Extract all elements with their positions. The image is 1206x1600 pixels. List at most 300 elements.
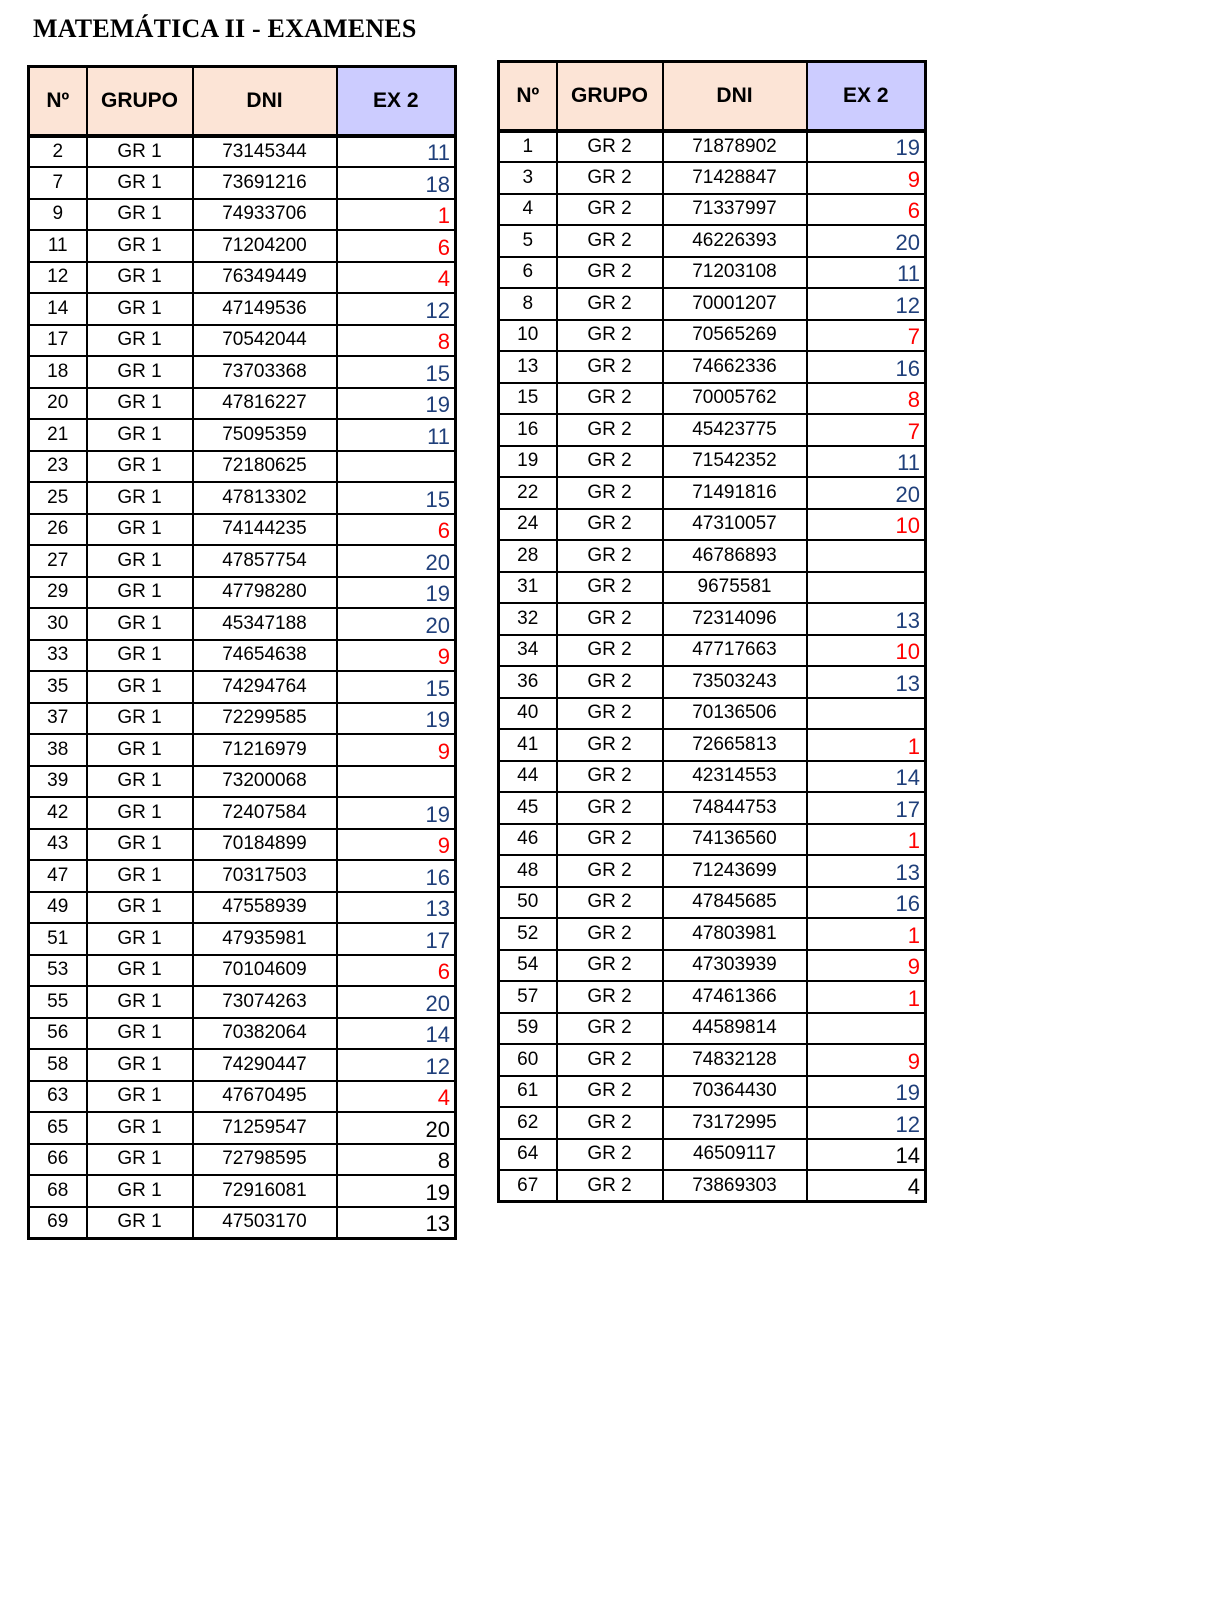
cell-ex2: 1 — [807, 918, 926, 950]
table-row — [499, 698, 926, 730]
cell-ex2 — [807, 540, 926, 572]
table-row — [499, 887, 926, 919]
cell-grupo: GR 1 — [87, 167, 193, 199]
cell-ex2 — [807, 698, 926, 730]
cell-dni: 70104609 — [193, 955, 337, 987]
cell-no: 37 — [29, 703, 87, 735]
cell-grupo: GR 1 — [87, 923, 193, 955]
table-row — [29, 388, 456, 420]
cell-dni: 71216979 — [193, 734, 337, 766]
cell-grupo: GR 2 — [557, 1076, 663, 1108]
cell-dni: 71243699 — [663, 855, 807, 887]
cell-ex2: 11 — [807, 257, 926, 289]
cell-no: 62 — [499, 1107, 557, 1139]
table-row — [29, 1112, 456, 1144]
cell-dni: 46509117 — [663, 1139, 807, 1171]
cell-grupo: GR 2 — [557, 414, 663, 446]
cell-grupo: GR 2 — [557, 824, 663, 856]
cell-grupo: GR 2 — [557, 351, 663, 383]
cell-ex2: 4 — [807, 1170, 926, 1202]
cell-ex2: 6 — [807, 194, 926, 226]
cell-grupo: GR 1 — [87, 325, 193, 357]
table-row — [29, 356, 456, 388]
cell-no: 19 — [499, 446, 557, 478]
cell-grupo: GR 1 — [87, 1112, 193, 1144]
cell-ex2: 19 — [337, 797, 456, 829]
table-row — [499, 320, 926, 352]
cell-dni: 47558939 — [193, 892, 337, 924]
cell-grupo: GR 2 — [557, 1013, 663, 1045]
cell-grupo: GR 2 — [557, 698, 663, 730]
cell-no: 14 — [29, 293, 87, 325]
header-ex2: EX 2 — [807, 62, 926, 131]
cell-grupo: GR 1 — [87, 1144, 193, 1176]
cell-grupo: GR 2 — [557, 666, 663, 698]
table-row — [499, 477, 926, 509]
table-row — [499, 918, 926, 950]
cell-grupo: GR 2 — [557, 320, 663, 352]
cell-ex2: 9 — [337, 640, 456, 672]
cell-no: 56 — [29, 1018, 87, 1050]
cell-no: 59 — [499, 1013, 557, 1045]
cell-no: 38 — [29, 734, 87, 766]
cell-dni: 44589814 — [663, 1013, 807, 1045]
cell-ex2: 19 — [337, 388, 456, 420]
cell-dni: 9675581 — [663, 572, 807, 604]
cell-grupo: GR 1 — [87, 671, 193, 703]
header-dni: DNI — [663, 62, 807, 131]
cell-no: 31 — [499, 572, 557, 604]
cell-dni: 74844753 — [663, 792, 807, 824]
cell-grupo: GR 2 — [557, 792, 663, 824]
header-no: Nº — [29, 67, 87, 136]
cell-grupo: GR 1 — [87, 388, 193, 420]
cell-dni: 47310057 — [663, 509, 807, 541]
cell-no: 68 — [29, 1175, 87, 1207]
cell-no: 58 — [29, 1049, 87, 1081]
cell-grupo: GR 2 — [557, 572, 663, 604]
table-row — [29, 986, 456, 1018]
cell-dni: 70382064 — [193, 1018, 337, 1050]
cell-no: 48 — [499, 855, 557, 887]
cell-grupo: GR 2 — [557, 477, 663, 509]
cell-grupo: GR 2 — [557, 257, 663, 289]
cell-grupo: GR 1 — [87, 829, 193, 861]
cell-grupo: GR 1 — [87, 1049, 193, 1081]
table-row — [29, 419, 456, 451]
cell-dni: 74290447 — [193, 1049, 337, 1081]
table-row — [29, 766, 456, 798]
cell-ex2: 12 — [337, 1049, 456, 1081]
cell-ex2: 9 — [807, 1044, 926, 1076]
table-row — [499, 414, 926, 446]
cell-dni: 73703368 — [193, 356, 337, 388]
header-no: Nº — [499, 62, 557, 131]
table-row — [499, 540, 926, 572]
header-ex2: EX 2 — [337, 67, 456, 136]
cell-ex2: 19 — [337, 577, 456, 609]
cell-no: 64 — [499, 1139, 557, 1171]
cell-dni: 71259547 — [193, 1112, 337, 1144]
cell-no: 26 — [29, 514, 87, 546]
cell-ex2: 11 — [337, 136, 456, 168]
table-row — [29, 199, 456, 231]
cell-dni: 72665813 — [663, 729, 807, 761]
table-row — [499, 824, 926, 856]
table-row — [499, 1139, 926, 1171]
cell-grupo: GR 2 — [557, 918, 663, 950]
table-row — [499, 257, 926, 289]
cell-ex2: 19 — [337, 703, 456, 735]
cell-dni: 70001207 — [663, 288, 807, 320]
table-row — [29, 1018, 456, 1050]
table-row — [29, 514, 456, 546]
cell-grupo: GR 1 — [87, 577, 193, 609]
cell-ex2: 16 — [807, 887, 926, 919]
cell-ex2: 15 — [337, 482, 456, 514]
cell-dni: 70542044 — [193, 325, 337, 357]
cell-no: 50 — [499, 887, 557, 919]
cell-dni: 72798595 — [193, 1144, 337, 1176]
cell-dni: 47717663 — [663, 635, 807, 667]
cell-dni: 47816227 — [193, 388, 337, 420]
table-row — [29, 545, 456, 577]
table-row — [29, 1144, 456, 1176]
cell-grupo: GR 2 — [557, 855, 663, 887]
cell-ex2: 1 — [807, 729, 926, 761]
cell-dni: 47935981 — [193, 923, 337, 955]
cell-ex2 — [807, 1013, 926, 1045]
cell-no: 45 — [499, 792, 557, 824]
cell-dni: 76349449 — [193, 262, 337, 294]
table-row — [499, 603, 926, 635]
cell-no: 27 — [29, 545, 87, 577]
cell-grupo: GR 2 — [557, 950, 663, 982]
cell-dni: 73503243 — [663, 666, 807, 698]
cell-dni: 74294764 — [193, 671, 337, 703]
cell-no: 65 — [29, 1112, 87, 1144]
cell-ex2 — [807, 572, 926, 604]
cell-no: 34 — [499, 635, 557, 667]
header-row — [29, 67, 456, 136]
table-row — [29, 892, 456, 924]
cell-dni: 45423775 — [663, 414, 807, 446]
cell-ex2: 20 — [337, 608, 456, 640]
table-row — [499, 981, 926, 1013]
table-row — [499, 288, 926, 320]
table-row — [499, 383, 926, 415]
cell-dni: 72299585 — [193, 703, 337, 735]
cell-grupo: GR 1 — [87, 734, 193, 766]
cell-no: 55 — [29, 986, 87, 1018]
cell-dni: 70565269 — [663, 320, 807, 352]
cell-grupo: GR 2 — [557, 194, 663, 226]
cell-grupo: GR 2 — [557, 540, 663, 572]
table-row — [499, 666, 926, 698]
cell-ex2: 9 — [807, 950, 926, 982]
cell-dni: 70136506 — [663, 698, 807, 730]
header-grupo: GRUPO — [87, 67, 193, 136]
cell-ex2: 12 — [807, 1107, 926, 1139]
cell-ex2 — [337, 766, 456, 798]
cell-no: 6 — [499, 257, 557, 289]
table-row — [499, 572, 926, 604]
cell-dni: 73145344 — [193, 136, 337, 168]
cell-grupo: GR 1 — [87, 860, 193, 892]
cell-grupo: GR 2 — [557, 603, 663, 635]
cell-ex2 — [337, 451, 456, 483]
cell-no: 2 — [29, 136, 87, 168]
cell-ex2: 11 — [807, 446, 926, 478]
cell-no: 49 — [29, 892, 87, 924]
cell-dni: 75095359 — [193, 419, 337, 451]
cell-no: 23 — [29, 451, 87, 483]
cell-grupo: GR 2 — [557, 635, 663, 667]
cell-no: 8 — [499, 288, 557, 320]
table-row — [499, 1107, 926, 1139]
cell-dni: 46786893 — [663, 540, 807, 572]
cell-grupo: GR 1 — [87, 136, 193, 168]
cell-dni: 70364430 — [663, 1076, 807, 1108]
cell-ex2: 11 — [337, 419, 456, 451]
cell-no: 21 — [29, 419, 87, 451]
table-row — [499, 855, 926, 887]
cell-no: 41 — [499, 729, 557, 761]
cell-ex2: 20 — [337, 1112, 456, 1144]
grades-table-gr2 — [497, 60, 927, 1203]
cell-grupo: GR 1 — [87, 514, 193, 546]
cell-dni: 73691216 — [193, 167, 337, 199]
table-row — [29, 1081, 456, 1113]
cell-dni: 71491816 — [663, 477, 807, 509]
cell-grupo: GR 1 — [87, 892, 193, 924]
table-row — [29, 136, 456, 168]
table-row — [499, 792, 926, 824]
cell-no: 57 — [499, 981, 557, 1013]
table-row — [499, 729, 926, 761]
cell-grupo: GR 2 — [557, 509, 663, 541]
cell-ex2: 19 — [807, 131, 926, 163]
cell-no: 67 — [499, 1170, 557, 1202]
cell-grupo: GR 2 — [557, 383, 663, 415]
cell-dni: 72916081 — [193, 1175, 337, 1207]
table-row — [499, 1076, 926, 1108]
cell-grupo: GR 1 — [87, 230, 193, 262]
cell-ex2: 14 — [807, 761, 926, 793]
cell-dni: 47845685 — [663, 887, 807, 919]
cell-dni: 72407584 — [193, 797, 337, 829]
cell-no: 30 — [29, 608, 87, 640]
cell-grupo: GR 2 — [557, 1139, 663, 1171]
cell-grupo: GR 2 — [557, 981, 663, 1013]
cell-dni: 74832128 — [663, 1044, 807, 1076]
table-row — [29, 293, 456, 325]
cell-no: 12 — [29, 262, 87, 294]
cell-grupo: GR 1 — [87, 703, 193, 735]
cell-ex2: 10 — [807, 509, 926, 541]
cell-ex2: 13 — [337, 892, 456, 924]
table-row — [499, 351, 926, 383]
cell-dni: 45347188 — [193, 608, 337, 640]
table-row — [29, 451, 456, 483]
cell-grupo: GR 1 — [87, 545, 193, 577]
cell-ex2: 8 — [807, 383, 926, 415]
cell-grupo: GR 1 — [87, 797, 193, 829]
cell-grupo: GR 1 — [87, 262, 193, 294]
cell-dni: 47670495 — [193, 1081, 337, 1113]
cell-grupo: GR 1 — [87, 419, 193, 451]
table-row — [29, 923, 456, 955]
cell-dni: 73172995 — [663, 1107, 807, 1139]
cell-grupo: GR 2 — [557, 761, 663, 793]
cell-dni: 70184899 — [193, 829, 337, 861]
cell-ex2: 12 — [807, 288, 926, 320]
cell-grupo: GR 1 — [87, 1081, 193, 1113]
cell-no: 4 — [499, 194, 557, 226]
table-row — [29, 608, 456, 640]
table-row — [29, 703, 456, 735]
cell-ex2: 15 — [337, 671, 456, 703]
table-row — [29, 1175, 456, 1207]
table-row — [29, 482, 456, 514]
table-row — [499, 446, 926, 478]
cell-no: 25 — [29, 482, 87, 514]
cell-ex2: 17 — [337, 923, 456, 955]
cell-grupo: GR 2 — [557, 162, 663, 194]
cell-no: 33 — [29, 640, 87, 672]
cell-ex2: 14 — [807, 1139, 926, 1171]
cell-dni: 74144235 — [193, 514, 337, 546]
cell-ex2: 13 — [337, 1207, 456, 1239]
cell-dni: 47303939 — [663, 950, 807, 982]
cell-ex2: 9 — [337, 734, 456, 766]
cell-grupo: GR 1 — [87, 640, 193, 672]
cell-no: 69 — [29, 1207, 87, 1239]
cell-grupo: GR 2 — [557, 1044, 663, 1076]
cell-dni: 74136560 — [663, 824, 807, 856]
cell-ex2: 1 — [807, 981, 926, 1013]
cell-grupo: GR 2 — [557, 446, 663, 478]
table-row — [29, 829, 456, 861]
cell-no: 51 — [29, 923, 87, 955]
table-row — [499, 131, 926, 163]
cell-dni: 72314096 — [663, 603, 807, 635]
table-row — [29, 230, 456, 262]
cell-no: 36 — [499, 666, 557, 698]
cell-ex2: 4 — [337, 262, 456, 294]
cell-dni: 74933706 — [193, 199, 337, 231]
cell-dni: 47149536 — [193, 293, 337, 325]
cell-ex2: 7 — [807, 414, 926, 446]
cell-ex2: 20 — [337, 986, 456, 1018]
grades-table-gr1 — [27, 65, 457, 1240]
table-row — [29, 734, 456, 766]
cell-no: 11 — [29, 230, 87, 262]
cell-ex2: 9 — [807, 162, 926, 194]
table-row — [499, 509, 926, 541]
table-row — [29, 1049, 456, 1081]
table-row — [499, 162, 926, 194]
table-row — [499, 761, 926, 793]
table-row — [29, 167, 456, 199]
cell-grupo: GR 1 — [87, 608, 193, 640]
cell-dni: 71337997 — [663, 194, 807, 226]
cell-grupo: GR 1 — [87, 1207, 193, 1239]
header-grupo: GRUPO — [557, 62, 663, 131]
cell-no: 54 — [499, 950, 557, 982]
cell-grupo: GR 1 — [87, 482, 193, 514]
table-row — [29, 577, 456, 609]
cell-dni: 74654638 — [193, 640, 337, 672]
cell-no: 60 — [499, 1044, 557, 1076]
cell-no: 53 — [29, 955, 87, 987]
cell-no: 16 — [499, 414, 557, 446]
table-row — [29, 262, 456, 294]
cell-grupo: GR 1 — [87, 451, 193, 483]
cell-ex2: 6 — [337, 230, 456, 262]
cell-dni: 73074263 — [193, 986, 337, 1018]
cell-dni: 71542352 — [663, 446, 807, 478]
cell-no: 46 — [499, 824, 557, 856]
cell-no: 42 — [29, 797, 87, 829]
cell-dni: 71878902 — [663, 131, 807, 163]
cell-ex2: 19 — [337, 1175, 456, 1207]
cell-dni: 47503170 — [193, 1207, 337, 1239]
cell-no: 7 — [29, 167, 87, 199]
cell-no: 52 — [499, 918, 557, 950]
cell-ex2: 20 — [337, 545, 456, 577]
cell-ex2: 17 — [807, 792, 926, 824]
cell-no: 44 — [499, 761, 557, 793]
cell-grupo: GR 2 — [557, 131, 663, 163]
cell-ex2: 19 — [807, 1076, 926, 1108]
cell-dni: 74662336 — [663, 351, 807, 383]
cell-no: 1 — [499, 131, 557, 163]
cell-no: 9 — [29, 199, 87, 231]
cell-no: 18 — [29, 356, 87, 388]
cell-ex2: 8 — [337, 325, 456, 357]
cell-no: 22 — [499, 477, 557, 509]
cell-ex2: 6 — [337, 514, 456, 546]
cell-grupo: GR 1 — [87, 1018, 193, 1050]
cell-dni: 70005762 — [663, 383, 807, 415]
cell-ex2: 20 — [807, 477, 926, 509]
cell-ex2: 12 — [337, 293, 456, 325]
cell-grupo: GR 1 — [87, 293, 193, 325]
cell-grupo: GR 2 — [557, 288, 663, 320]
cell-dni: 71204200 — [193, 230, 337, 262]
cell-dni: 73869303 — [663, 1170, 807, 1202]
cell-no: 66 — [29, 1144, 87, 1176]
table-row — [29, 325, 456, 357]
table-row — [29, 860, 456, 892]
cell-no: 20 — [29, 388, 87, 420]
table-row — [499, 950, 926, 982]
cell-no: 35 — [29, 671, 87, 703]
table-row — [499, 1044, 926, 1076]
cell-grupo: GR 1 — [87, 1175, 193, 1207]
cell-ex2: 8 — [337, 1144, 456, 1176]
cell-grupo: GR 1 — [87, 199, 193, 231]
cell-grupo: GR 1 — [87, 955, 193, 987]
cell-grupo: GR 1 — [87, 986, 193, 1018]
cell-dni: 72180625 — [193, 451, 337, 483]
cell-dni: 71203108 — [663, 257, 807, 289]
cell-ex2: 15 — [337, 356, 456, 388]
cell-grupo: GR 2 — [557, 887, 663, 919]
table-row — [499, 635, 926, 667]
cell-ex2: 16 — [807, 351, 926, 383]
